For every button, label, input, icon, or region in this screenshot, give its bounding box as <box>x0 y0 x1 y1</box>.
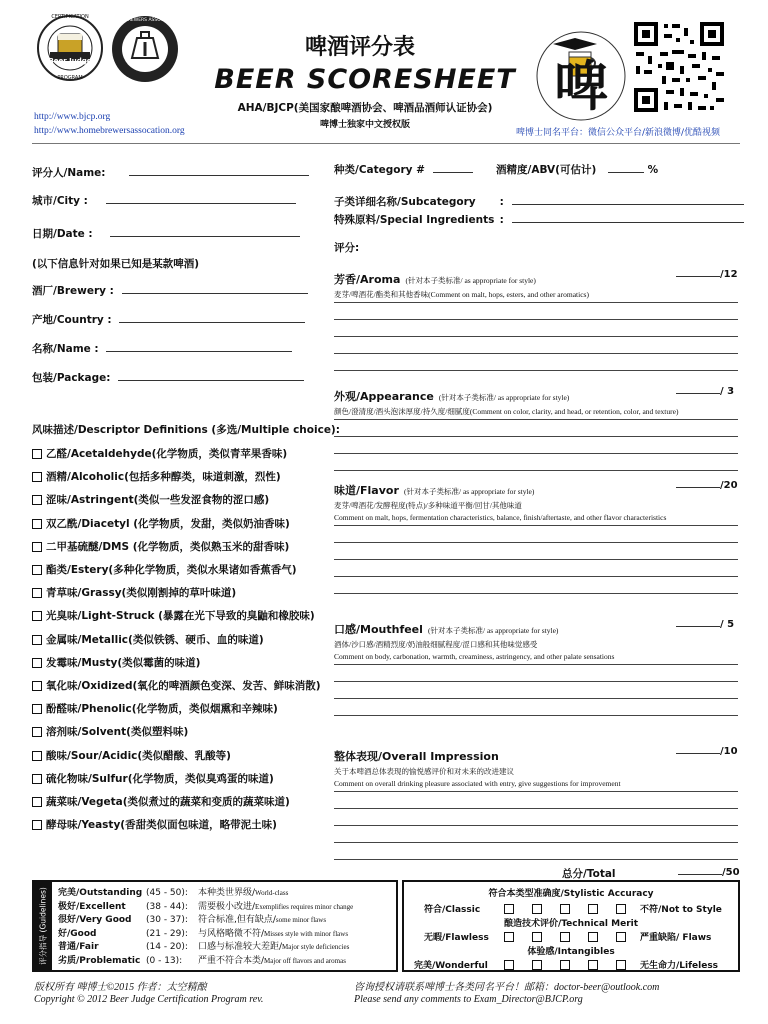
comment-line[interactable] <box>334 470 738 471</box>
rating-checkbox[interactable] <box>560 932 570 942</box>
flawless-label: 无暇/Flawless <box>424 933 489 943</box>
descriptor-label: 酒精/Alcoholic(包括多种醇类，味道刺激，烈性) <box>46 471 281 484</box>
subcategory-row <box>334 194 744 209</box>
descriptor-checkbox[interactable] <box>32 751 42 761</box>
descriptor-item <box>32 492 269 507</box>
descriptor-checkbox[interactable] <box>32 681 42 691</box>
comment-line[interactable] <box>334 419 738 420</box>
guideline-desc-cn: 符合标准,但有缺点/ <box>198 915 276 926</box>
score-section-title: 芳香/Aroma <box>334 273 401 286</box>
descriptor-checkbox[interactable] <box>32 797 42 807</box>
score-section-score <box>676 386 734 397</box>
stylistic-accuracy-title: 符合本类型准确度/Stylistic Accuracy <box>488 889 654 899</box>
comment-line[interactable] <box>334 353 738 354</box>
guideline-desc-en: Misses style with minor flaws <box>264 929 349 938</box>
descriptor-label: 乙醛/Acetaldehyde(化学物质，类似青苹果香味) <box>46 448 288 460</box>
score-section-hint: 麦芽/啤酒花/酯类和其他香味(Comment on malt, hops, esters, and other aromatics) <box>334 290 589 299</box>
descriptor-item <box>32 724 188 739</box>
abv-row <box>496 162 658 177</box>
guideline-level: 完美/Outstanding <box>58 888 143 898</box>
rating-checkbox[interactable] <box>504 960 514 970</box>
descriptor-label: 硫化物味/Sulfur(化学物质，类似臭鸡蛋的味道) <box>46 772 274 785</box>
descriptor-item <box>32 469 281 484</box>
descriptor-label: 酸味/Sour/Acidic(类似醋酸、乳酸等) <box>46 749 231 762</box>
total-max: /50 <box>722 867 740 878</box>
score-section <box>334 479 740 522</box>
header-divider <box>32 143 740 144</box>
rating-checkbox[interactable] <box>616 960 626 970</box>
guideline-range: (45 - 50): <box>146 888 188 898</box>
score-section-hint: 麦芽/啤酒花/发酵程度(特点)/多种味道平衡/回甘/其他味道 <box>334 501 522 510</box>
comment-line[interactable] <box>334 302 738 303</box>
guideline-desc-cn: 需要极小改进/ <box>198 901 256 912</box>
descriptor-checkbox[interactable] <box>32 495 42 505</box>
subcategory-colon: : <box>499 196 504 208</box>
platform-text: 啤博士同名平台：微信公众平台/新浪微博/优酷视频 <box>515 128 721 138</box>
descriptor-label: 金属味/Metallic(类似铁锈、硬币、血的味道) <box>46 633 264 646</box>
guideline-desc-cn: 口感与标准较大差距/ <box>198 942 283 953</box>
comment-line[interactable] <box>334 436 738 437</box>
guideline-range: (0 - 13): <box>146 956 183 966</box>
guideline-level: 劣质/Problematic <box>58 956 141 966</box>
city-label: 城市/City : <box>32 195 88 207</box>
descriptor-checkbox[interactable] <box>32 565 42 575</box>
score-section-hint-en: Comment on body, carbonation, warmth, creaminess, astringency, and other palate sensations <box>334 652 615 661</box>
guideline-range: (14 - 20): <box>146 942 188 953</box>
descriptor-checkbox[interactable] <box>32 635 42 645</box>
descriptor-item <box>32 701 278 716</box>
descriptor-item <box>32 585 236 600</box>
score-max: /20 <box>720 480 738 491</box>
comment-line[interactable] <box>334 336 738 337</box>
descriptor-checkbox[interactable] <box>32 727 42 737</box>
brewery-input[interactable] <box>122 293 308 294</box>
beer-name-input[interactable] <box>106 351 292 352</box>
technical-merit-title: 酿造技术评价/Technical Merit <box>503 919 639 929</box>
guideline-desc-cn: 本种类世界级/ <box>198 888 256 898</box>
rating-checkbox[interactable] <box>532 932 542 942</box>
guideline-desc-en: some minor flaws <box>275 916 327 925</box>
footer-contact-en: Please send any comments to Exam_Director@BJCP.org <box>354 994 583 1005</box>
package-field-row <box>32 370 304 385</box>
doctor-beer-logo-char: 啤 <box>554 55 608 118</box>
aha-url-link[interactable]: http://www.homebrewersassocation.org <box>34 126 185 136</box>
subcategory-label: 子类详细名称/Subcategory <box>334 196 476 208</box>
rating-checkbox[interactable] <box>532 904 542 914</box>
score-section-score <box>676 619 734 630</box>
comment-line[interactable] <box>334 825 738 826</box>
brewery-label: 酒厂/Brewery : <box>32 285 114 297</box>
comment-line[interactable] <box>334 319 738 320</box>
page-title-cn: 啤酒评分表 <box>304 35 415 60</box>
descriptor-checkbox[interactable] <box>32 774 42 784</box>
descriptor-label: 酯类/Estery(多种化学物质，类似水果诸如香蕉香气) <box>46 564 297 576</box>
descriptor-checkbox[interactable] <box>32 820 42 830</box>
guideline-desc-en: World-class <box>255 889 289 897</box>
beer-name-field-row <box>32 341 292 356</box>
score-section <box>334 618 740 661</box>
bjcp-logo-ring-bottom: PROGRAM <box>57 75 83 81</box>
score-section-hint: 酒体/沙口感/酒精烈度/奶油般细腻程度/涩口感和其他味觉感受 <box>334 640 538 649</box>
total-label: 总分/Total <box>562 868 616 880</box>
descriptor-label: 氧化味/Oxidized(氧化的啤酒颜色变深、发苦、鲜味消散) <box>46 680 321 692</box>
comment-line[interactable] <box>334 842 738 843</box>
guideline-row <box>58 885 288 898</box>
guideline-range: (38 - 44): <box>146 901 188 912</box>
package-input[interactable] <box>118 380 304 381</box>
descriptor-title: 风味描述/Descriptor Definitions (多选/Multiple choice): <box>32 424 340 436</box>
classic-label: 符合/Classic <box>424 905 481 915</box>
abv-label: 酒精度/ABV(可估计) <box>496 164 597 176</box>
descriptor-item <box>32 446 287 461</box>
descriptor-item <box>32 794 290 809</box>
footer-rights: 版权所有 啤博士©2015 作者：太空精酿 <box>34 982 207 993</box>
descriptor-label: 溶剂味/Solvent(类似塑料味) <box>46 726 189 739</box>
descriptor-label: 双乙酰/Diacetyl (化学物质，发甜，类似奶油香味) <box>46 517 290 530</box>
guideline-range: (21 - 29): <box>146 928 188 939</box>
comment-line[interactable] <box>334 559 738 560</box>
not-to-style-label: 不符/Not to Style <box>640 905 722 915</box>
country-label: 产地/Country : <box>32 314 112 326</box>
rating-checkbox[interactable] <box>616 932 626 942</box>
rating-checkbox[interactable] <box>560 904 570 914</box>
descriptor-checkbox[interactable] <box>32 519 42 529</box>
descriptor-checkbox[interactable] <box>32 611 42 621</box>
score-max: /12 <box>720 269 738 280</box>
comment-line[interactable] <box>334 370 738 371</box>
score-input[interactable] <box>676 393 720 394</box>
category-label: 种类/Category # <box>334 164 425 176</box>
guideline-desc-cn: 与风格略微不符/ <box>198 928 265 939</box>
descriptor-item <box>32 678 321 693</box>
aha-logo-ring-text: HOMEBREWERS ASSOCIATION <box>111 18 179 23</box>
score-section-hint-en: Comment on overall drinking pleasure associated with entry, give suggestions for improvement <box>334 779 621 788</box>
score-section-score <box>676 269 738 280</box>
date-label: 日期/Date : <box>32 228 93 240</box>
date-input[interactable] <box>110 236 300 237</box>
descriptor-item <box>32 771 274 786</box>
bjcp-logo-ring-top: CERTIFICATION <box>51 14 89 20</box>
guideline-desc-en: Major style deficiencies <box>282 943 350 952</box>
descriptor-checkbox[interactable] <box>32 704 42 714</box>
descriptor-item <box>32 748 231 763</box>
descriptor-item <box>32 632 264 647</box>
name-input[interactable] <box>129 175 309 176</box>
flaws-label: 严重缺陷/ Flaws <box>640 933 712 943</box>
rating-checkbox[interactable] <box>588 904 598 914</box>
footer-copyright: Copyright © 2012 Beer Judge Certification Program rev. <box>34 994 264 1005</box>
city-input[interactable] <box>106 203 296 204</box>
descriptor-label: 酚醛味/Phenolic(化学物质，类似烟熏和辛辣味) <box>46 703 278 716</box>
rating-checkbox[interactable] <box>504 932 514 942</box>
comment-line[interactable] <box>334 698 738 699</box>
comment-line[interactable] <box>334 576 738 577</box>
guideline-level: 极好/Excellent <box>58 901 126 912</box>
score-max: / 3 <box>720 386 735 397</box>
total-score-row <box>678 867 740 878</box>
score-section-hint: 关于本啤酒总体表现的愉悦感评价和对未来的改进建议 <box>334 767 514 776</box>
score-section-title: 味道/Flavor <box>334 484 399 497</box>
descriptor-label: 青草味/Grassy(类似刚割掉的草叶味道) <box>46 587 237 600</box>
score-section-hint: 颜色/澄清度/酒头泡沫厚度/持久度/细腻度(Comment on color, clarity, and head, or retention, color, and texture) <box>334 407 679 416</box>
total-score-input[interactable] <box>678 874 722 875</box>
score-section-title: 整体表现/Overall Impression <box>334 750 499 763</box>
special-ingredients-row <box>334 212 744 227</box>
score-input[interactable] <box>676 487 720 488</box>
guideline-desc-en: Major off flavors and aromas <box>264 957 346 965</box>
score-input[interactable] <box>676 626 720 627</box>
guidelines-side-label: 评分指导 (Guidelines) <box>34 882 52 970</box>
descriptor-label: 蔬菜味/Vegeta(类似煮过的蔬菜和变质的蔬菜味道) <box>46 796 290 808</box>
abv-input[interactable] <box>608 172 644 173</box>
comment-line[interactable] <box>334 859 738 860</box>
score-section <box>334 745 740 788</box>
descriptor-item <box>32 608 315 623</box>
accuracy-box <box>402 880 740 972</box>
comment-line[interactable] <box>334 453 738 454</box>
descriptor-label: 光臭味/Light-Struck (暴露在光下导致的臭鼬和橡胶味) <box>46 610 315 623</box>
aha-logo-icon <box>110 14 180 84</box>
score-max: / 5 <box>720 619 735 630</box>
score-section-note: (针对本子类标准/ as appropriate for style) <box>403 487 535 496</box>
wonderful-label: 完美/Wonderful <box>414 961 488 971</box>
subcategory-input[interactable] <box>512 204 744 205</box>
country-input[interactable] <box>119 322 305 323</box>
qr-code-icon <box>632 20 726 114</box>
score-section-note: (针对本子类标准/ as appropriate for style) <box>438 393 570 402</box>
descriptor-label: 涩味/Astringent(类似一些发涩食物的涩口感) <box>46 494 270 507</box>
rating-checkbox[interactable] <box>588 932 598 942</box>
guideline-level: 很好/Very Good <box>58 915 132 926</box>
descriptor-item <box>32 516 290 531</box>
footer-contact-cn: 咨询授权请联系啤博士各类同名平台！邮箱：doctor-beer@outlook.com <box>354 982 660 993</box>
score-max: /10 <box>720 746 738 757</box>
comment-line[interactable] <box>334 664 738 665</box>
descriptor-checkbox[interactable] <box>32 542 42 552</box>
guideline-level: 普通/Fair <box>58 942 99 953</box>
score-section-note: (针对本子类标准/ as appropriate for style) <box>405 276 536 285</box>
guidelines-box <box>32 880 398 972</box>
page-title-en: BEER SCORESHEET <box>214 64 516 95</box>
descriptor-label: 发霉味/Musty(类似霉菌的味道) <box>46 656 201 669</box>
descriptor-item <box>32 655 200 670</box>
name-field-row <box>32 165 309 180</box>
score-section-title: 口感/Mouthfeel <box>334 623 423 636</box>
rating-checkbox[interactable] <box>616 904 626 914</box>
guideline-row <box>58 899 353 912</box>
score-section-hint-en: Comment on malt, hops, fermentation characteristics, balance, finish/aftertaste, and other flavor characteristics <box>334 513 667 522</box>
descriptor-checkbox[interactable] <box>32 449 42 459</box>
license-line: 啤博士独家中文授权版 <box>319 120 410 130</box>
score-input[interactable] <box>676 753 720 754</box>
score-section-note: (针对本子类标准/ as appropriate for style) <box>428 626 559 635</box>
special-ingredients-input[interactable] <box>512 222 744 223</box>
special-ingredients-colon: : <box>499 214 504 226</box>
comment-line[interactable] <box>334 808 738 809</box>
guideline-row <box>58 939 349 952</box>
guideline-row <box>58 926 348 939</box>
category-input[interactable] <box>433 172 473 173</box>
date-field-row <box>32 226 300 241</box>
rating-checkbox[interactable] <box>504 904 514 914</box>
descriptor-item <box>32 539 289 554</box>
rating-checkbox[interactable] <box>532 960 542 970</box>
comment-line[interactable] <box>334 542 738 543</box>
guideline-row <box>58 912 326 925</box>
guideline-range: (30 - 37): <box>146 915 188 926</box>
brewery-field-row <box>32 283 308 298</box>
score-section <box>334 385 740 417</box>
comment-line[interactable] <box>334 715 738 716</box>
category-row <box>334 162 473 177</box>
descriptor-checkbox[interactable] <box>32 588 42 598</box>
lifeless-label: 无生命力/Lifeless <box>640 961 719 971</box>
score-section-title: 外观/Appearance <box>334 390 434 403</box>
rating-checkbox[interactable] <box>560 960 570 970</box>
intangibles-title: 体验感/Intangibles <box>527 947 615 957</box>
beer-name-label: 名称/Name : <box>32 343 99 355</box>
known-beer-note: (以下信息针对如果已知是某款啤酒) <box>32 258 200 270</box>
special-ingredients-label: 特殊原料/Special Ingredients <box>334 214 495 226</box>
comment-line[interactable] <box>334 593 738 594</box>
guideline-row <box>58 953 346 966</box>
descriptor-item <box>32 817 277 832</box>
bjcp-logo-icon <box>36 14 104 82</box>
comment-line[interactable] <box>334 791 738 792</box>
comment-line[interactable] <box>334 681 738 682</box>
descriptor-label: 二甲基硫醚/DMS (化学物质，类似熟玉米的甜香味) <box>46 540 290 553</box>
scoring-label: 评分: <box>334 242 360 254</box>
org-line: AHA/BJCP(美国家酿啤酒协会、啤酒品酒师认证协会) <box>237 102 493 114</box>
guideline-level: 好/Good <box>58 928 97 939</box>
score-input[interactable] <box>676 276 720 277</box>
descriptor-checkbox[interactable] <box>32 472 42 482</box>
descriptor-label: 酵母味/Yeasty(香甜类似面包味道，略带泥土味) <box>46 819 277 832</box>
guideline-desc-cn: 严重不符合本类/ <box>198 956 265 966</box>
abv-unit: % <box>647 164 659 176</box>
rating-checkbox[interactable] <box>588 960 598 970</box>
descriptor-item <box>32 562 297 577</box>
descriptor-checkbox[interactable] <box>32 658 42 668</box>
city-field-row <box>32 193 296 208</box>
comment-line[interactable] <box>334 525 738 526</box>
bjcp-url-link[interactable]: http://www.bjcp.org <box>34 112 111 122</box>
package-label: 包装/Package: <box>32 372 111 384</box>
score-section-score <box>676 746 738 757</box>
score-section <box>334 268 740 300</box>
score-section-score <box>676 480 738 491</box>
guideline-desc-en: Exemplifies requires minor change <box>255 902 354 911</box>
country-field-row <box>32 312 305 327</box>
name-label: 评分人/Name: <box>32 167 106 179</box>
bjcp-logo-label: Beer Judge <box>48 57 92 65</box>
